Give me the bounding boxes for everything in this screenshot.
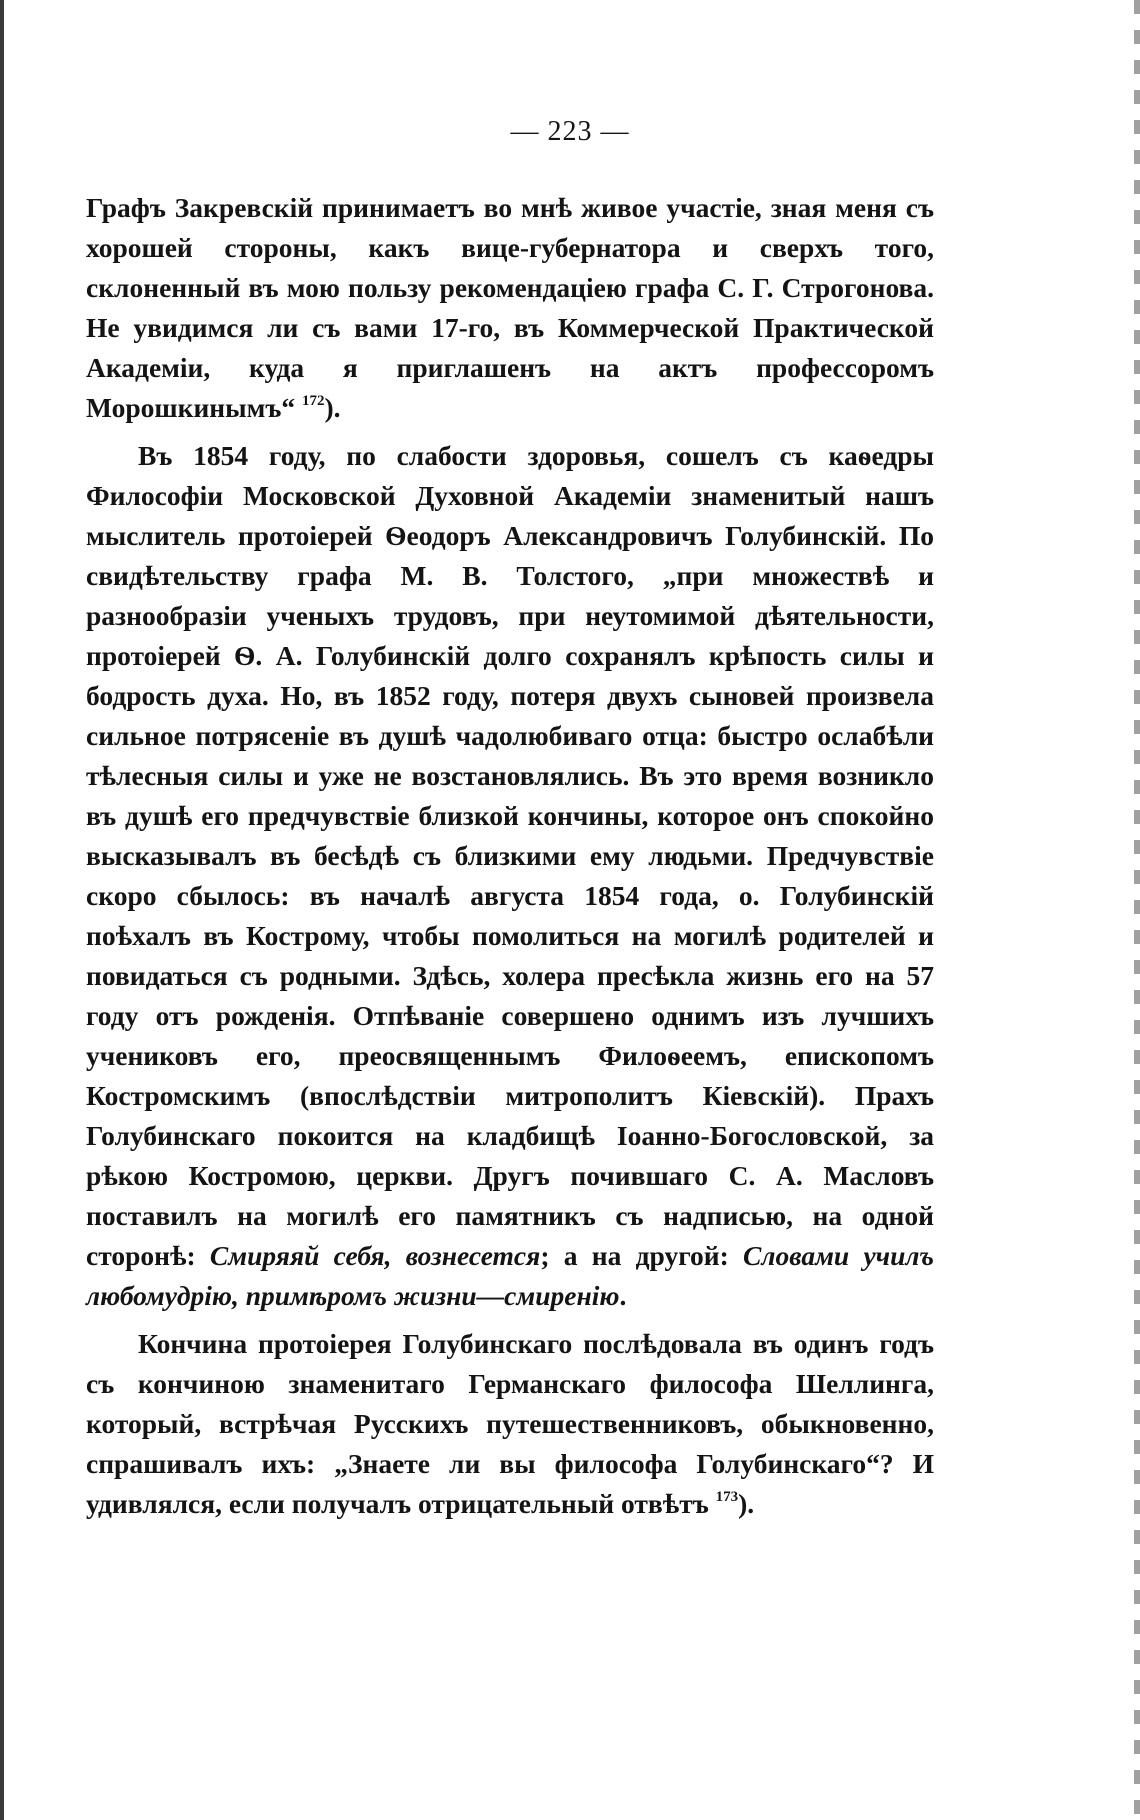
paragraph-3 <box>86 1324 934 1524</box>
paragraph-3-tail: ). <box>738 1488 755 1519</box>
paragraph-2 <box>86 436 934 1316</box>
paragraph-2-text: Въ 1854 году, по слабости здоровья, сошелъ съ каѳедры Философіи Московской Духовной Академіи знаменитый нашъ мыслитель протоіерей Ѳеодоръ Александровичъ Голубинскій. По свидѣтельству графа М. В. Толстого, „при множествѣ и разнообразіи ученыхъ трудовъ, при неутомимой дѣятельности, протоіерей Ѳ. А. Голубинскій долго сохранялъ крѣпость силы и бодрость духа. Но, въ 1852 году, потеря двухъ сыновей произвела сильное потрясеніе въ душѣ чадолюбиваго отца: быстро ослабѣли тѣлесныя силы и уже не возстановлялись. Въ это время возникло въ душѣ его предчувствіе близкой кончины, которое онъ спокойно высказывалъ въ бесѣдѣ съ близкими ему людьми. Предчувствіе скоро сбылось: въ началѣ августа 1854 года, о. Голубинскій поѣхалъ въ Кострому, чтобы помолиться на могилѣ родителей и повидаться съ родными. Здѣсь, холера пресѣкла жизнь его на 57 году отъ рожденія. Отпѣваніе совершено однимъ изъ лучшихъ учениковъ его, преосвященнымъ Филоѳеемъ, епископомъ Костромскимъ (впослѣдствіи митрополитъ Кіевскій). Прахъ Голубинскаго покоится на кладбищѣ Іоанно-Богословской, за рѣкою Костромою, церкви. Другъ почившаго С. А. Масловъ поставилъ на могилѣ его памятникъ съ надписью, на одной сторонѣ: <box>86 440 934 1271</box>
page-number: — 223 — <box>510 116 630 147</box>
footnote-ref-172: 172 <box>302 393 325 409</box>
footnote-ref-173: 173 <box>715 1489 739 1505</box>
paragraph-2-end: . <box>619 1280 627 1311</box>
inscription-side-2: Словами училъ любомудрію, примѣромъ жизни—смиренію <box>86 1240 934 1311</box>
scan-edge-right <box>1134 0 1140 1820</box>
inscription-side-1: Смиряяй себя, вознесется <box>209 1240 541 1271</box>
paragraph-1-text: Графъ Закревскій принимаетъ во мнѣ живое участіе, зная меня съ хорошей стороны, какъ вице-губернатора и сверхъ того, склоненный въ мою пользу рекомендаціею графа С. Г. Строгонова. Не увидимся ли съ вами 17-го, въ Коммерческой Практической Академіи, куда я приглашенъ на актъ профессоромъ Морошкинымъ“ <box>86 192 934 423</box>
scan-edge-left <box>0 0 4 1820</box>
paragraph-2-between: ; а на другой: <box>540 1240 729 1271</box>
paragraph-3-text: Кончина протоіерея Голубинскаго послѣдовала въ одинъ годъ съ кончиною знаменитаго Германскаго философа Шеллинга, который, встрѣчая Русскихъ путешественниковъ, обыкновенно, спрашивалъ ихъ: „Знаете ли вы философа Голубинскаго“? И удивлялся, если получалъ отрицательный отвѣтъ <box>86 1328 934 1519</box>
paragraph-1-tail: ). <box>324 392 341 423</box>
body-text <box>86 188 934 1532</box>
paragraph-1 <box>86 188 934 428</box>
